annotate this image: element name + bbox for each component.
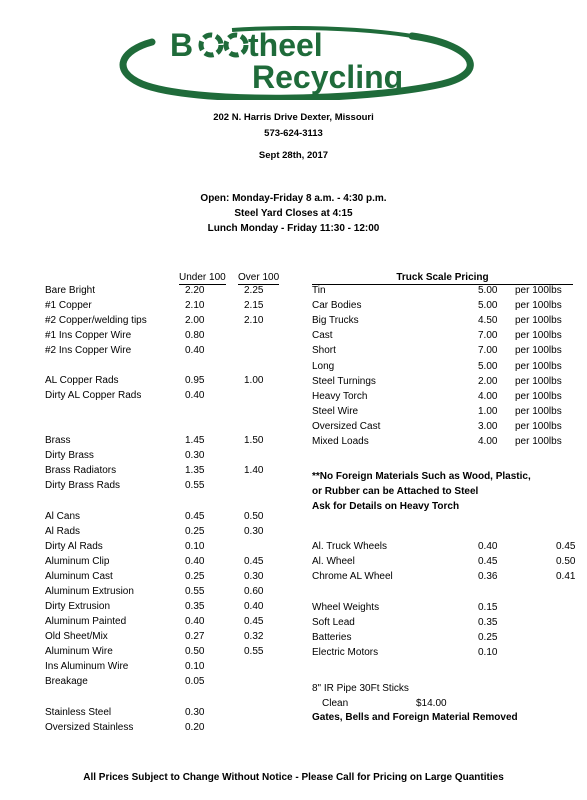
- truck-item-unit: per 100lbs: [515, 315, 562, 327]
- misc-item-price: 0.10: [478, 647, 498, 658]
- metal-name: #1 Ins Copper Wire: [45, 330, 132, 341]
- price-over-100: 0.30: [244, 526, 264, 537]
- truck-scale-title: Truck Scale Pricing: [312, 272, 573, 285]
- metal-name: Aluminum Extrusion: [45, 586, 134, 597]
- truck-item-name: Big Trucks: [312, 315, 359, 327]
- price-under-100: 2.20: [185, 285, 205, 296]
- metal-name: Aluminum Clip: [45, 556, 110, 567]
- truck-item-name: Oversized Cast: [312, 420, 381, 432]
- metal-name: Old Sheet/Mix: [45, 631, 108, 642]
- truck-item-name: Short: [312, 345, 336, 357]
- price-under-100: 0.10: [185, 541, 205, 552]
- wheel-name: Chrome AL Wheel: [312, 571, 393, 582]
- price-under-100: 0.05: [185, 676, 205, 687]
- recycle-o-icon: [201, 35, 221, 55]
- metal-name: Dirty Brass Rads: [45, 480, 121, 491]
- truck-item-price: 1.00: [478, 405, 498, 417]
- misc-item-name: Soft Lead: [312, 617, 355, 628]
- truck-item-name: Tin: [312, 285, 326, 296]
- price-over-100: 0.60: [244, 586, 264, 597]
- truck-item-unit: per 100lbs: [515, 405, 562, 417]
- metal-name: Dirty Extrusion: [45, 601, 111, 612]
- bootheel-recycling-logo: [112, 22, 480, 100]
- truck-item-price: 3.00: [478, 420, 498, 432]
- truck-item-name: Steel Turnings: [312, 375, 376, 387]
- footer-disclaimer: All Prices Subject to Change Without Notice - Please Call for Pricing on Large Quantities: [83, 772, 504, 783]
- price-under-100: 0.30: [185, 450, 205, 461]
- metal-name: Bare Bright: [45, 285, 96, 296]
- attached-steel-note: or Rubber can be Attached to Steel: [312, 486, 479, 497]
- price-over-100: 0.45: [244, 616, 264, 627]
- metal-name: #2 Copper/welding tips: [45, 315, 147, 326]
- price-under-100: 0.40: [185, 345, 205, 356]
- col-under-100: Under 100: [179, 272, 226, 283]
- misc-item-price: 0.35: [478, 617, 498, 628]
- wheel-name: Al. Wheel: [312, 556, 355, 567]
- truck-item-unit: per 100lbs: [515, 345, 562, 357]
- misc-item-price: 0.15: [478, 602, 498, 613]
- misc-item-price: 0.25: [478, 632, 498, 643]
- price-under-100: 0.40: [185, 390, 205, 401]
- price-under-100: 0.55: [185, 480, 205, 491]
- price-under-100: 0.80: [185, 330, 205, 341]
- truck-item-unit: per 100lbs: [515, 360, 562, 372]
- price-under-100: 0.20: [185, 722, 205, 733]
- metal-name: Brass: [45, 435, 71, 446]
- price-over-100: 0.50: [244, 511, 264, 522]
- metal-name: Dirty Brass: [45, 450, 94, 461]
- truck-item-price: 2.00: [478, 375, 498, 387]
- wheel-price-b: 0.45: [556, 541, 576, 552]
- truck-item-unit: per 100lbs: [515, 436, 562, 447]
- truck-item-name: Steel Wire: [312, 405, 359, 417]
- price-over-100: 0.55: [244, 646, 264, 657]
- price-under-100: 0.10: [185, 661, 205, 672]
- heavy-torch-note: Ask for Details on Heavy Torch: [312, 501, 460, 512]
- metal-name: Breakage: [45, 676, 88, 687]
- truck-item-price: 5.00: [478, 360, 498, 372]
- foreign-materials-note: **No Foreign Materials Such as Wood, Plastic,: [312, 471, 531, 482]
- hours: Open: Monday-Friday 8 a.m. - 4:30 p.m.: [200, 193, 387, 204]
- truck-item-name: Mixed Loads: [312, 436, 369, 447]
- price-under-100: 0.40: [185, 616, 205, 627]
- wheel-price-b: 0.41: [556, 571, 576, 582]
- truck-item-name: Cast: [312, 330, 333, 342]
- misc-item-name: Batteries: [312, 632, 352, 643]
- wheel-price-a: 0.36: [478, 571, 498, 582]
- pipe-title: 8" IR Pipe 30Ft Sticks: [312, 683, 409, 694]
- price-over-100: 0.45: [244, 556, 264, 567]
- price-under-100: 1.45: [185, 435, 205, 446]
- truck-item-unit: per 100lbs: [515, 375, 562, 387]
- metal-name: Ins Aluminum Wire: [45, 661, 129, 672]
- price-over-100: 2.10: [244, 315, 264, 326]
- metal-name: Aluminum Cast: [45, 571, 113, 582]
- lunch-hours: Lunch Monday - Friday 11:30 - 12:00: [207, 223, 380, 234]
- truck-item-unit: per 100lbs: [515, 420, 562, 432]
- truck-item-name: Car Bodies: [312, 300, 362, 312]
- price-over-100: 1.40: [244, 465, 264, 476]
- price-under-100: 0.40: [185, 556, 205, 567]
- price-over-100: 1.00: [244, 375, 264, 386]
- truck-item-unit: per 100lbs: [515, 330, 562, 342]
- price-under-100: 2.10: [185, 300, 205, 311]
- truck-item-name: Heavy Torch: [312, 390, 368, 402]
- price-under-100: 0.50: [185, 646, 205, 657]
- phone: 573-624-3113: [264, 128, 323, 139]
- truck-item-unit: per 100lbs: [515, 285, 562, 296]
- price-under-100: 0.27: [185, 631, 205, 642]
- price-under-100: 0.55: [185, 586, 205, 597]
- truck-item-price: 7.00: [478, 330, 498, 342]
- price-under-100: 0.45: [185, 511, 205, 522]
- pipe-clean-price: $14.00: [416, 698, 447, 709]
- truck-item-price: 7.00: [478, 345, 498, 357]
- misc-item-name: Wheel Weights: [312, 602, 380, 613]
- metal-name: Aluminum Wire: [45, 646, 113, 657]
- misc-item-name: Electric Motors: [312, 647, 379, 658]
- steel-yard-close: Steel Yard Closes at 4:15: [234, 208, 353, 219]
- price-under-100: 1.35: [185, 465, 205, 476]
- metal-name: Stainless Steel: [45, 707, 112, 718]
- price-over-100: 1.50: [244, 435, 264, 446]
- metal-name: Oversized Stainless: [45, 722, 134, 733]
- price-under-100: 0.25: [185, 526, 205, 537]
- address: 202 N. Harris Drive Dexter, Missouri: [213, 112, 374, 123]
- pipe-note: Gates, Bells and Foreign Material Removed: [312, 712, 518, 723]
- truck-item-name: Long: [312, 360, 335, 372]
- logo-word-recycling: Recycling: [252, 59, 404, 95]
- logo-letter-b: B: [170, 27, 194, 63]
- truck-item-price: 4.50: [478, 315, 498, 327]
- price-over-100: 2.25: [244, 285, 264, 296]
- truck-item-unit: per 100lbs: [515, 390, 562, 402]
- col-over-100: Over 100: [238, 272, 280, 283]
- metal-name: Dirty AL Copper Rads: [45, 390, 142, 401]
- logo-word-theel: theel: [248, 27, 323, 63]
- wheel-price-a: 0.40: [478, 541, 498, 552]
- metal-name: Brass Radiators: [45, 465, 117, 476]
- price-under-100: 0.95: [185, 375, 205, 386]
- metal-name: #2 Ins Copper Wire: [45, 345, 132, 356]
- recycle-o-icon: [226, 35, 246, 55]
- price-under-100: 2.00: [185, 315, 205, 326]
- metal-name: Dirty Al Rads: [45, 541, 103, 552]
- pipe-clean-label: Clean: [322, 698, 349, 709]
- price-over-100: 2.15: [244, 300, 264, 311]
- wheel-price-b: 0.50: [556, 556, 576, 567]
- price-under-100: 0.35: [185, 601, 205, 612]
- truck-item-price: 4.00: [478, 390, 498, 402]
- price-over-100: 0.30: [244, 571, 264, 582]
- truck-item-price: 5.00: [478, 285, 498, 296]
- metal-name: Aluminum Painted: [45, 616, 127, 627]
- truck-item-unit: per 100lbs: [515, 300, 562, 312]
- truck-item-price: 5.00: [478, 300, 498, 312]
- metal-name: AL Copper Rads: [45, 375, 119, 386]
- price-under-100: 0.25: [185, 571, 205, 582]
- price-under-100: 0.30: [185, 707, 205, 718]
- wheel-name: Al. Truck Wheels: [312, 541, 388, 552]
- metal-name: #1 Copper: [45, 300, 92, 311]
- metal-name: Al Cans: [45, 511, 81, 522]
- truck-item-price: 4.00: [478, 436, 498, 447]
- metal-name: Al Rads: [45, 526, 81, 537]
- wheel-price-a: 0.45: [478, 556, 498, 567]
- price-over-100: 0.40: [244, 601, 264, 612]
- price-over-100: 0.32: [244, 631, 264, 642]
- date: Sept 28th, 2017: [258, 150, 329, 161]
